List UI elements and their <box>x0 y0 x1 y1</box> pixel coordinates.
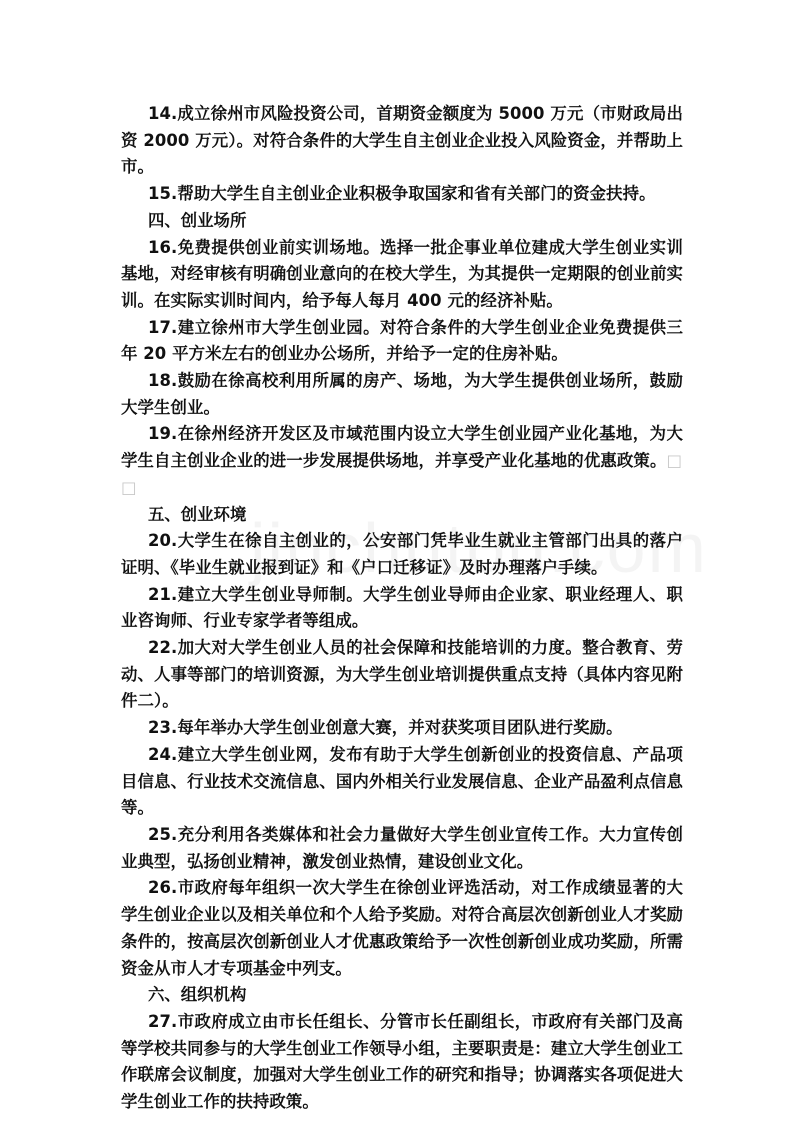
section-heading-venues: 四、创业场所 <box>148 210 247 230</box>
paragraph-item-14: 14.成立徐州市风险投资公司，首期资金额度为 5000 万元（市财政局出资 2000 万元）。对符合条件的大学生自主创业企业投入风险资金，并帮助上市。 <box>121 104 683 177</box>
paragraph-item-25: 25.充分利用各类媒体和社会力量做好大学生创业宣传工作。大力宣传创业典型，弘扬创业精神，激发创业热情，建设创业文化。 <box>121 824 683 871</box>
paragraph-item-16: 16.免费提供创业前实训场地。选择一批企事业单位建成大学生创业实训基地，对经审核有明确创业意向的在校大学生，为其提供一定期限的创业前实训。在实际实训时间内，给予每人每月 400 元的经济补贴。 <box>121 237 683 310</box>
paragraph-item-22: 22.加大对大学生创业人员的社会保障和技能培训的力度。整合教育、劳动、人事等部门的培训资源，为大学生创业培训提供重点支持（具体内容见附件二）。 <box>121 638 683 711</box>
paragraph-item-20: 20.大学生在徐自主创业的，公安部门凭毕业生就业主管部门出具的落户证明、《毕业生就业报到证》和《户口迁移证》及时办理落户手续。 <box>121 531 683 577</box>
paragraph-item-18: 18.鼓励在徐高校利用所属的房产、场地，为大学生提供创业场所，鼓励大学生创业。 <box>121 371 683 417</box>
paragraph-item-27: 27.市政府成立由市长任组长、分管市长任副组长，市政府有关部门及高等学校共同参与的大学生创业工作领导小组，主要职责是：建立大学生创业工作联席会议制度，加强对大学生创业工作的研究和指导；协调落实各项促进大学生创业工作的扶持政策。 <box>121 1011 683 1112</box>
paragraph-item-21: 21.建立大学生创业导师制。大学生创业导师由企业家、职业经理人、职业咨询师、行业专家学者等组成。 <box>121 584 683 631</box>
paragraph-item-26: 26.市政府每年组织一次大学生在徐创业评选活动，对工作成绩显著的大学生创业企业以及相关单位和个人给予奖励。对符合高层次创新创业人才奖励条件的，按高层次创新创业人才优惠政策给予一次性创新创业成功奖励，所需资金从市人才专项基金中列支。 <box>121 878 683 978</box>
missing-glyph-boxes: □□ <box>121 451 683 497</box>
document-page <box>121 101 683 1116</box>
paragraph-item-19-text: 19.在徐州经济开发区及市域范围内设立大学生创业园产业化基地，为大学生自主创业企业的进一步发展提供场地，并享受产业化基地的优惠政策。 <box>121 424 683 471</box>
paragraph-item-17: 17.建立徐州市大学生创业园。对符合条件的大学生创业企业免费提供三年 20 平方米左右的创业办公场所，并给予一定的住房补贴。 <box>121 317 683 364</box>
section-heading-organization: 六、组织机构 <box>148 985 247 1005</box>
paragraph-item-19 <box>121 421 683 501</box>
paragraph-item-24: 24.建立大学生创业网，发布有助于大学生创新创业的投资信息、产品项目信息、行业技术交流信息、国内外相关行业发展信息、企业产品盈利点信息等。 <box>121 744 683 818</box>
section-heading-environment: 五、创业环境 <box>148 504 247 524</box>
paragraph-item-15: 15.帮助大学生自主创业企业积极争取国家和省有关部门的资金扶持。 <box>148 184 656 204</box>
paragraph-item-23: 23.每年举办大学生创业创意大赛，并对获奖项目团队进行奖励。 <box>148 718 623 738</box>
